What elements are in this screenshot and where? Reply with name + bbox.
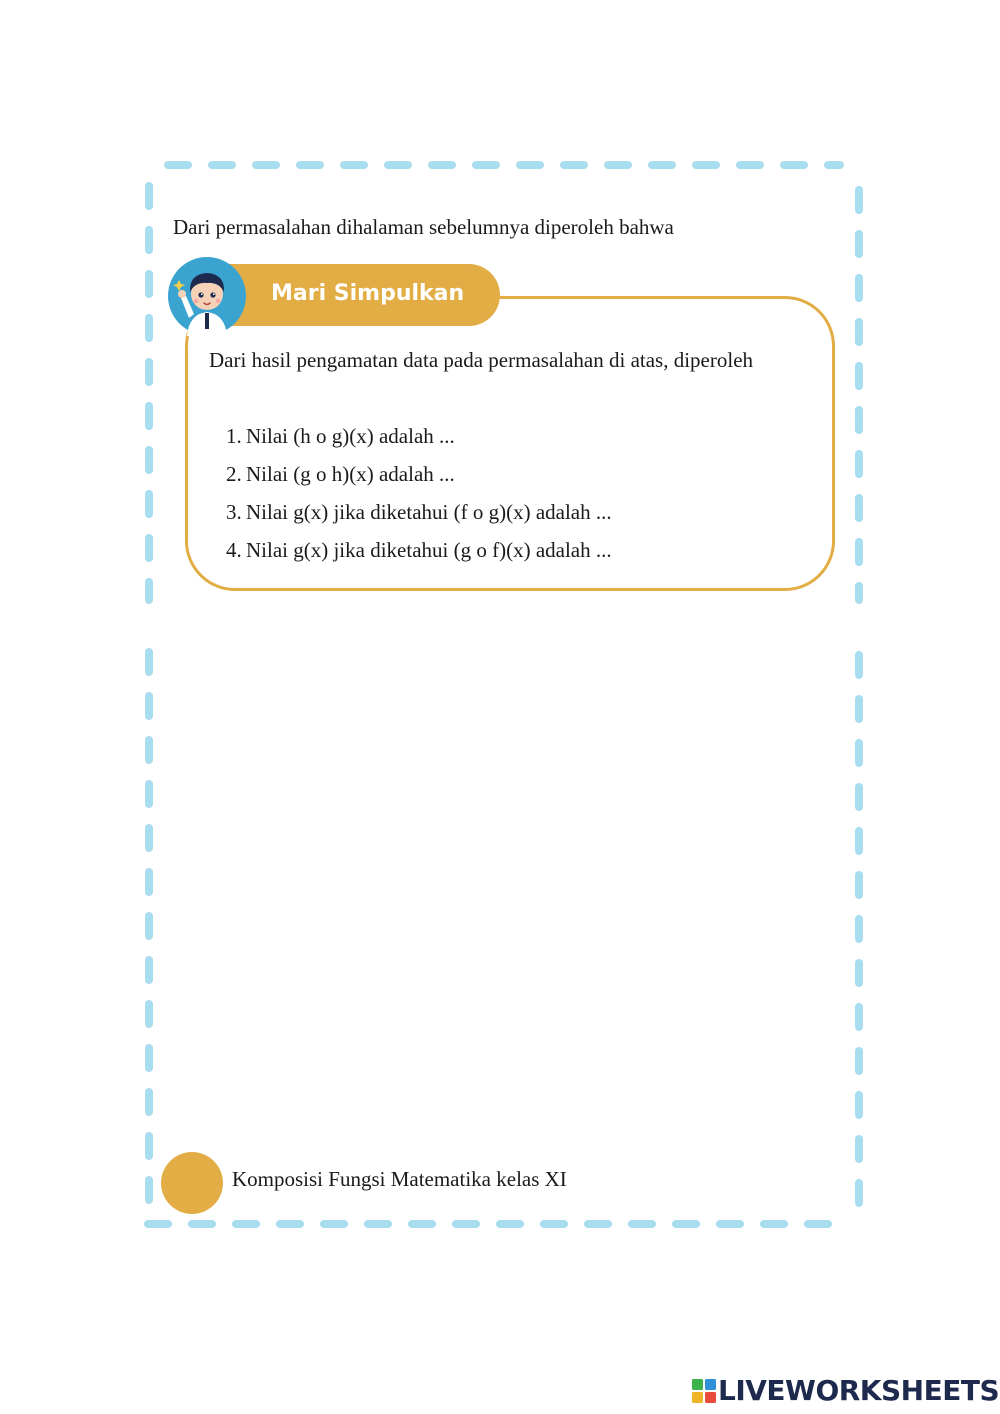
liveworksheets-logo-text: LIVEWORKSHEETS (718, 1374, 1000, 1407)
list-item-text: Nilai g(x) jika diketahui (f o g)(x) adalah ... (246, 500, 612, 524)
list-item (226, 417, 612, 455)
list-item (226, 493, 612, 531)
summary-lead-text: Dari hasil pengamatan data pada permasalahan di atas, diperoleh (209, 348, 754, 372)
list-item-text: Nilai g(x) jika diketahui (g o f)(x) adalah ... (246, 538, 612, 562)
list-item-text: Nilai (h o g)(x) adalah ... (246, 424, 455, 448)
list-item (226, 455, 612, 493)
footer-text: Komposisi Fungsi Matematika kelas XI (232, 1167, 567, 1191)
list-item (226, 531, 612, 569)
liveworksheets-logo-icon (692, 1379, 716, 1403)
student-mascot-icon (167, 256, 247, 336)
list-item-text: Nilai (g o h)(x) adalah ... (246, 462, 455, 486)
list-item-number: 4. (226, 538, 242, 562)
summary-question-list (226, 417, 612, 569)
summary-title: Mari Simpulkan (271, 281, 465, 306)
intro-text: Dari permasalahan dihalaman sebelumnya diperoleh bahwa (173, 215, 674, 239)
list-item-number: 1. (226, 424, 242, 448)
liveworksheets-logo[interactable] (692, 1374, 999, 1408)
list-item-number: 2. (226, 462, 242, 486)
list-item-number: 3. (226, 500, 242, 524)
footer-page-dot (161, 1152, 223, 1214)
